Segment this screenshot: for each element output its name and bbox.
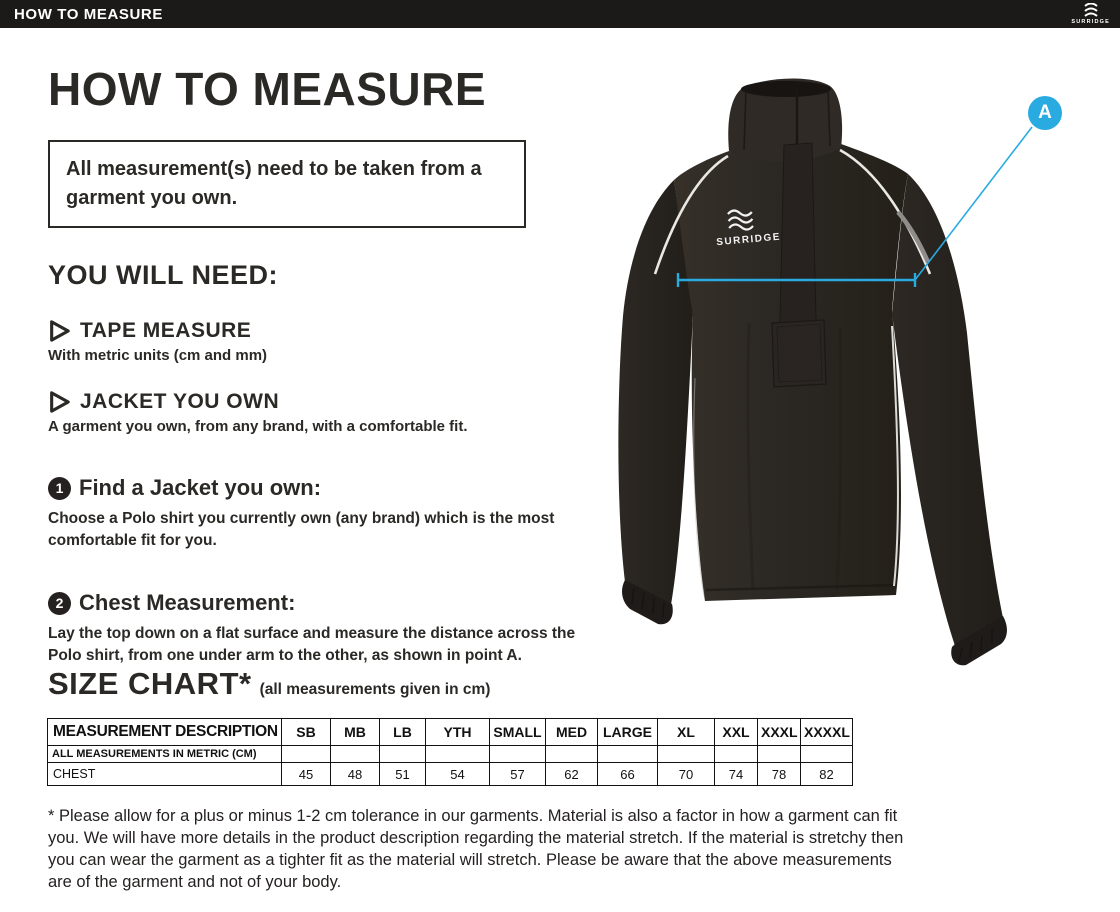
table-row-chest [48, 763, 853, 786]
size-cell [715, 746, 758, 763]
size-cell [282, 746, 331, 763]
size-cell: 70 [658, 763, 715, 786]
surridge-s-icon [1078, 3, 1104, 19]
jacket-diagram [578, 78, 1078, 678]
size-cell [658, 746, 715, 763]
step-description: Choose a Polo shirt you currently own (any brand) which is the most comfortable fit for you. [48, 510, 555, 549]
size-cell: 78 [758, 763, 801, 786]
size-cell: 54 [426, 763, 490, 786]
size-chart-subtitle: (all measurements given in cm) [259, 681, 491, 698]
need-item-title: JACKET YOU OWN [80, 390, 280, 413]
surridge-logo[interactable] [1071, 3, 1110, 26]
triangle-bullet-icon [48, 391, 70, 413]
column-header: SMALL [490, 719, 546, 746]
step-description: Lay the top down on a flat surface and measure the distance across the Polo shirt, from one under arm to the other, as shown in point A. [48, 625, 576, 664]
svg-text:SURRIDGE: SURRIDGE [715, 231, 782, 249]
size-chart-heading [48, 666, 490, 702]
need-item-description: A garment you own, from any brand, with a comfortable fit. [48, 418, 468, 435]
size-cell: 82 [801, 763, 853, 786]
top-bar [0, 0, 1120, 28]
size-cell: 57 [490, 763, 546, 786]
table-header-row [48, 719, 853, 746]
size-cell: 66 [598, 763, 658, 786]
size-cell: 62 [546, 763, 598, 786]
column-header: MEASUREMENT DESCRIPTION [48, 719, 282, 746]
size-chart-table [47, 718, 853, 786]
row-label: CHEST [48, 763, 282, 786]
jacket-right-sleeve [892, 174, 1003, 646]
size-cell [598, 746, 658, 763]
measurement-note-box: All measurement(s) need to be taken from a garment you own. [48, 140, 526, 228]
size-cell [331, 746, 380, 763]
column-header: YTH [426, 719, 490, 746]
need-item-description: With metric units (cm and mm) [48, 347, 268, 364]
column-header: MED [546, 719, 598, 746]
column-header: XXXXL [801, 719, 853, 746]
size-cell [490, 746, 546, 763]
jacket-left-sleeve [618, 180, 693, 605]
size-cell: 74 [715, 763, 758, 786]
size-cell [546, 746, 598, 763]
size-cell [758, 746, 801, 763]
triangle-bullet-icon [48, 320, 70, 342]
size-cell: 48 [331, 763, 380, 786]
step-title: Find a Jacket you own: [79, 475, 322, 500]
point-a-marker: A [1028, 96, 1062, 130]
page-title: HOW TO MEASURE [48, 63, 487, 115]
step-title: Chest Measurement: [79, 590, 296, 615]
table-row-metric-note [48, 746, 853, 763]
size-chart-title: SIZE CHART* [48, 666, 252, 701]
you-will-need-heading: YOU WILL NEED: [48, 260, 279, 290]
column-header: XXXL [758, 719, 801, 746]
jacket-image [578, 78, 1078, 678]
step-1 [48, 475, 593, 552]
need-item-title: TAPE MEASURE [80, 319, 252, 342]
column-header: SB [282, 719, 331, 746]
need-item-tape-measure [48, 319, 267, 364]
size-cell [380, 746, 426, 763]
step-2 [48, 590, 593, 667]
top-bar-title: HOW TO MEASURE [14, 5, 163, 23]
step-number-badge: 2 [48, 592, 71, 615]
column-header: LB [380, 719, 426, 746]
surridge-logo-text: SURRIDGE [1071, 18, 1110, 25]
size-cell [426, 746, 490, 763]
step-number-badge: 1 [48, 477, 71, 500]
row-label: ALL MEASUREMENTS IN METRIC (CM) [48, 746, 282, 763]
size-cell [801, 746, 853, 763]
tolerance-footnote: * Please allow for a plus or minus 1-2 cm tolerance in our garments. Material is also a factor in how a garment can fit you. We will have more details in the product description regarding the material stretch. If the material is stretchy then you can wear the garment as a tighter fit as the material will stretch. Please be aware that the above measurements are of the garment and not of your body. [48, 807, 904, 891]
column-header: LARGE [598, 719, 658, 746]
column-header: XXL [715, 719, 758, 746]
size-cell: 51 [380, 763, 426, 786]
column-header: XL [658, 719, 715, 746]
jacket-placket-flap [772, 320, 826, 387]
size-cell: 45 [282, 763, 331, 786]
jacket-placket [780, 143, 816, 323]
column-header: MB [331, 719, 380, 746]
need-item-jacket [48, 390, 467, 435]
